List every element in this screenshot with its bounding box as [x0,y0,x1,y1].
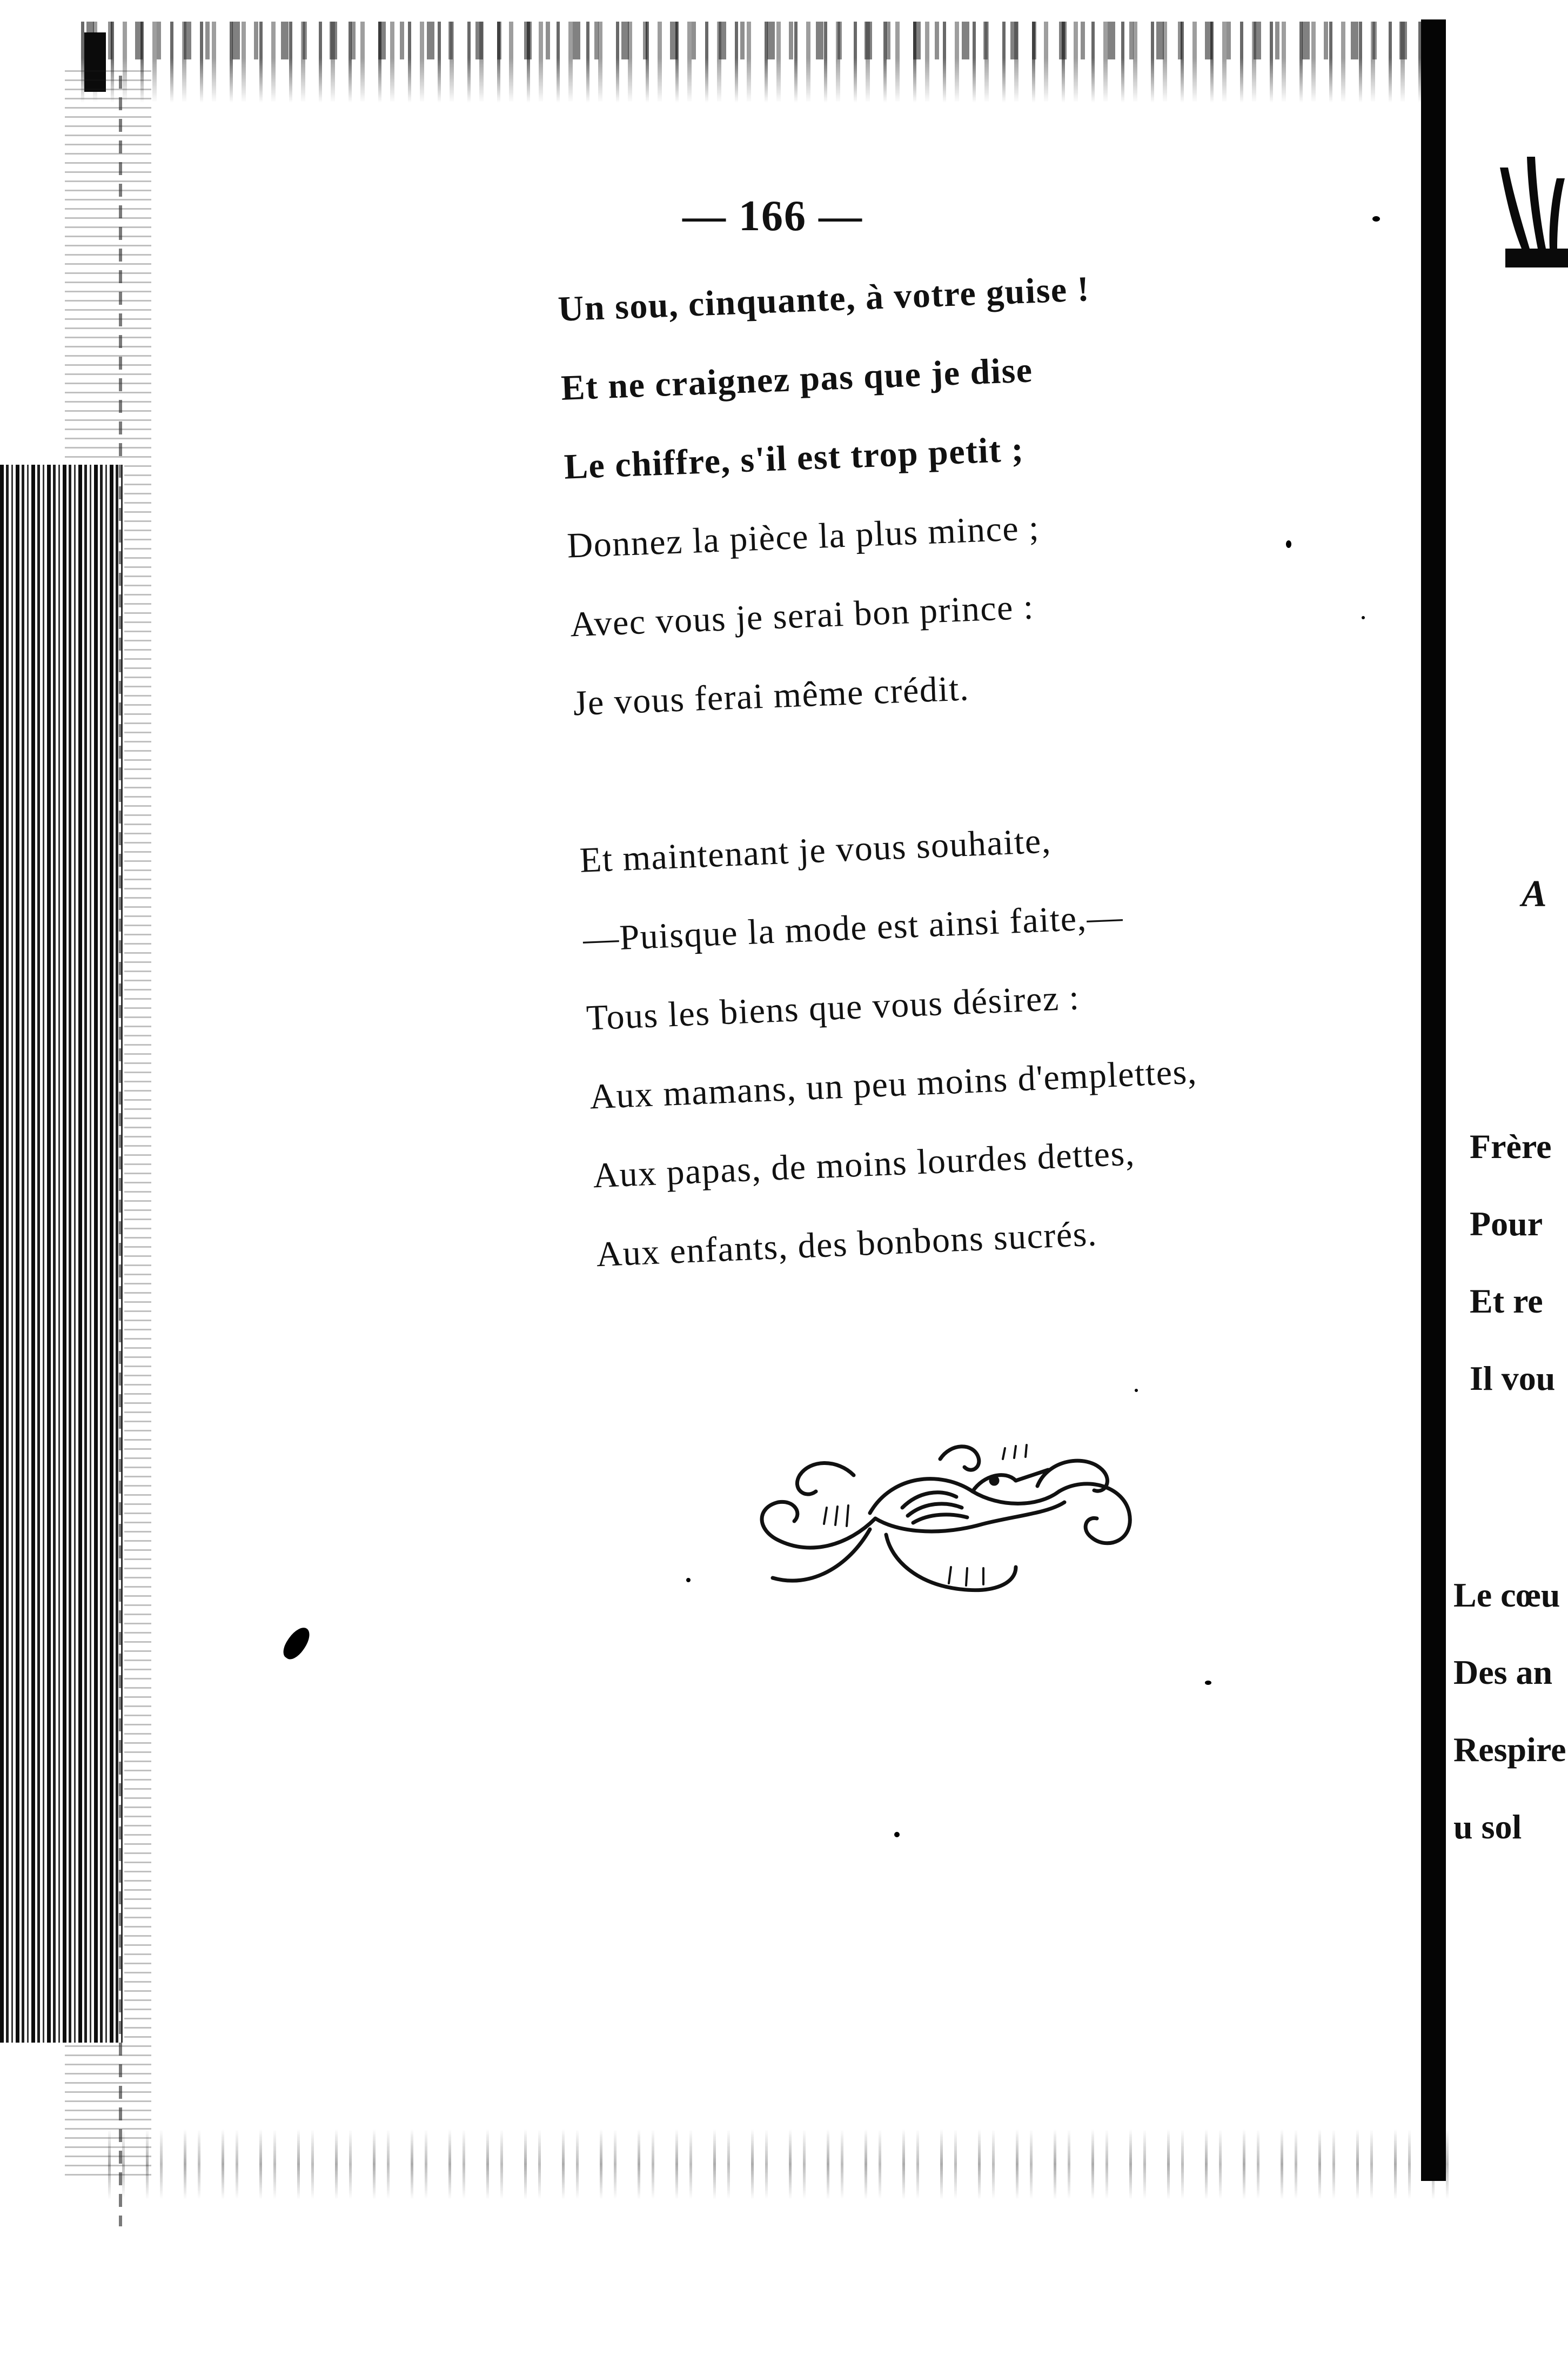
bird-flourish-ornament-icon [713,1427,1156,1605]
facing-line: Il vou [1470,1359,1556,1397]
facing-page [1446,0,1568,2369]
scan-left-band [0,465,124,2043]
poem-stanza [557,250,1107,743]
facing-line: Pour [1470,1204,1543,1243]
facing-line: Frère [1470,1127,1552,1166]
page-number: — 166 — [682,192,863,240]
facing-line: Respire [1453,1730,1566,1769]
poem-line: Le chiffre, s'il est trop petit ; [563,430,1025,487]
poem-stanza [578,796,1205,1294]
ink-blot [279,1623,314,1663]
dust-speck [1362,616,1365,619]
poem-line: Aux enfants, des bonbons sucrés. [595,1214,1098,1275]
dust-speck [1135,1389,1138,1392]
facing-line: u sol [1453,1808,1522,1846]
facing-text-block [1470,1108,1555,1417]
poem-line: Avec vous je serai bon prince : [569,587,1035,645]
scan-top-band [81,22,1432,103]
dust-speck [894,1832,900,1837]
poem-line: Et ne craignez pas que je dise [560,350,1034,408]
facing-text-block [1453,1556,1566,1865]
facing-line: Des an [1453,1653,1553,1691]
page-left-edge [119,76,122,2226]
poem-line: Et maintenant je vous souhaite, [579,821,1052,880]
dust-speck [686,1578,691,1582]
scan-bottom-band [108,2129,1459,2199]
poem-line: Je vous ferai même crédit. [572,668,970,724]
facing-heading: A [1522,873,1547,915]
facing-line: Et re [1470,1282,1543,1320]
dust-speck [1372,216,1380,222]
book-gutter [1421,19,1446,2181]
poem-line: Donnez la pièce la plus mince ; [566,508,1041,566]
facing-line: Le cœu [1453,1576,1560,1614]
poem-line: Un sou, cinquante, à votre guise ! [557,269,1091,329]
dust-speck [1286,540,1291,548]
dust-speck [1205,1681,1211,1685]
floral-ornament-icon [1489,146,1568,270]
poem-line: —Puisque la mode est ainsi faite,— [582,896,1124,959]
poem-line: Aux papas, de moins lourdes dettes, [592,1133,1136,1196]
poem-line: Aux mamans, un peu moins d'emplettes, [588,1052,1198,1117]
poem-line: Tous les biens que vous désirez : [585,978,1081,1038]
